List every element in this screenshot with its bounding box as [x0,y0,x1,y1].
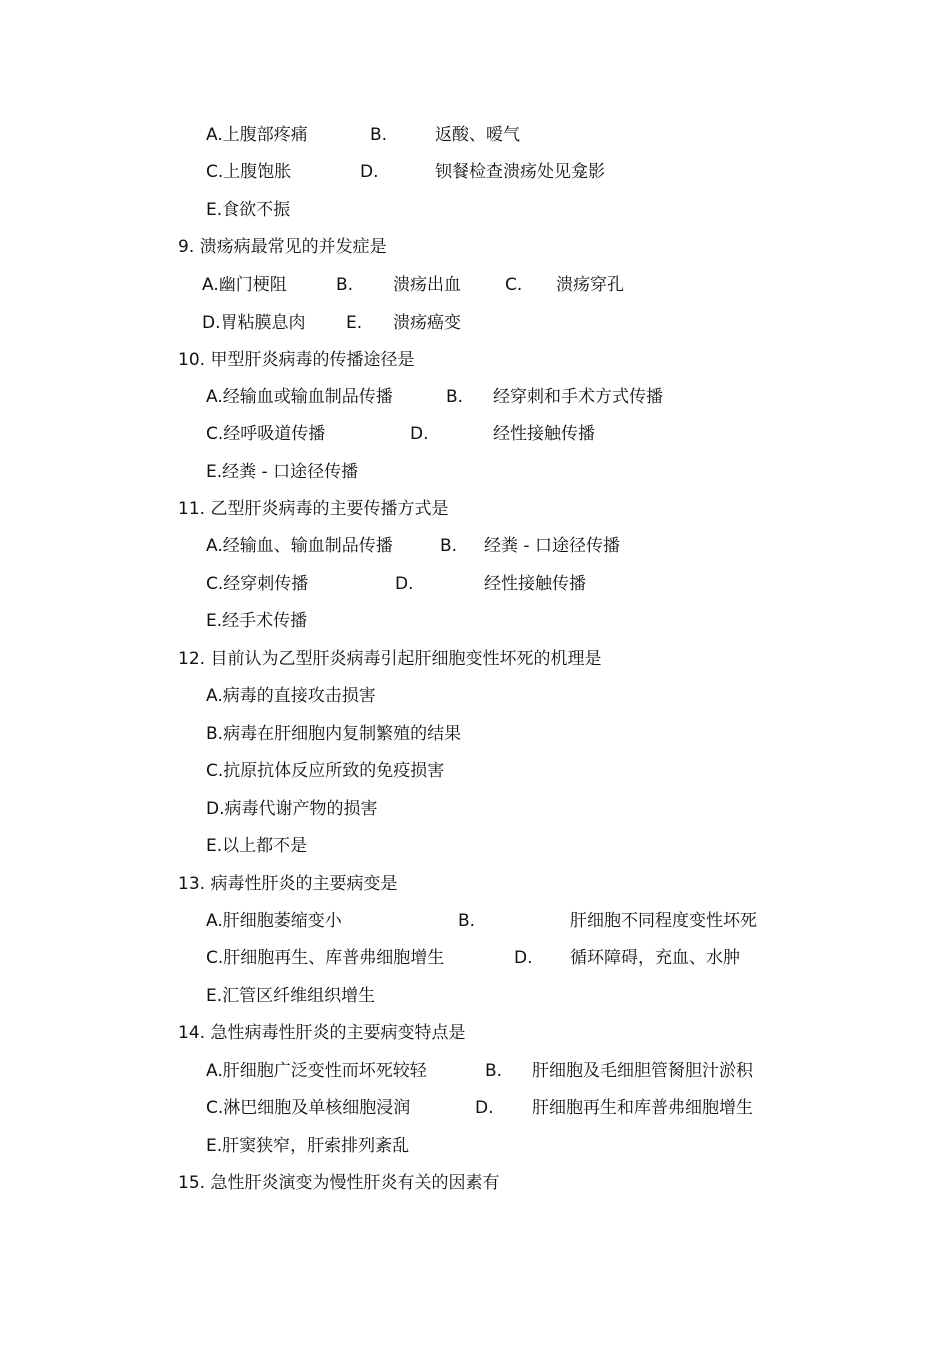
q11-c-label: C. [206,574,224,594]
q12-a-text: 病毒的直接攻击损害 [222,686,376,706]
q8-b-label: B. [370,125,388,145]
q11-a-text: 经输血、输血制品传播 [222,536,393,556]
q12-option-d [206,796,378,822]
q11-stem-text: 11. 乙型肝炎病毒的主要传播方式是 [178,499,449,519]
q8-c-label: C. [206,162,224,182]
q12-e-text: 以上都不是 [222,836,308,856]
q9-e-label: E. [346,313,363,333]
q13-b-label: B. [458,911,476,931]
q12-a-label: A. [206,686,223,706]
q10-d-label: D. [410,424,429,444]
q11-option-c [206,571,308,597]
q13-option-a [206,908,342,934]
q10-option-e [206,459,358,485]
q11-c-text: 经穿刺传播 [223,574,309,594]
q13-d-text: 循环障碍，充血、水肿 [570,948,740,968]
q14-b-label: B. [485,1061,503,1081]
q13-stem-text: 13. 病毒性肝炎的主要病变是 [178,874,398,894]
q13-a-text: 肝细胞萎缩变小 [222,911,342,931]
q11-e-text: 经手术传播 [222,611,308,631]
q12-c-label: C. [206,761,224,781]
q13-c-label: C. [206,948,224,968]
q9-option-d [202,310,306,336]
q8-a-label: A. [206,125,223,145]
q14-d-label: D. [475,1098,494,1118]
q13-e-text: 汇管区纤维组织增生 [222,986,376,1006]
q10-b-text: 经穿刺和手术方式传播 [493,387,663,407]
q9-a-label: A. [202,275,219,295]
q10-option-a [206,384,393,410]
q11-b-label: B. [440,536,458,556]
q14-option-a [206,1058,427,1084]
q14-d-text: 肝细胞再生和库普弗细胞增生 [532,1098,753,1118]
q13-e-label: E. [206,986,223,1006]
q12-option-e [206,833,307,859]
q10-e-text: 经粪 - 口途径传播 [222,462,359,482]
q11-d-label: D. [395,574,414,594]
q9-c-text: 溃疡穿孔 [556,275,624,295]
q13-c-text: 肝细胞再生、库普弗细胞增生 [223,948,445,968]
q14-b-text: 肝细胞及毛细胆管胬胆汁淤积 [532,1061,753,1081]
q8-option-a [206,122,308,148]
q8-option-c [206,159,291,185]
q12-stem-text: 12. 目前认为乙型肝炎病毒引起肝细胞变性坏死的机理是 [178,649,602,669]
q14-stem-text: 14. 急性病毒性肝炎的主要病变特点是 [178,1023,466,1043]
q13-option-c [206,945,444,971]
q9-e-text: 溃疡癌变 [393,313,461,333]
q10-stem-text: 10. 甲型肝炎病毒的传播途径是 [178,350,415,370]
q10-option-c [206,421,325,447]
q9-stem-text: 9. 溃疡病最常见的并发症是 [178,237,387,257]
q11-e-label: E. [206,611,223,631]
q12-d-label: D. [206,799,225,819]
q11-option-a [206,533,393,559]
q8-a-text: 上腹部疼痛 [222,125,308,145]
q13-option-e [206,983,375,1009]
q12-b-text: 病毒在肝细胞内复制繁殖的结果 [223,724,462,744]
q9-c-label: C. [505,275,523,295]
q13-b-text: 肝细胞不同程度变性坏死 [570,911,757,931]
q12-e-label: E. [206,836,223,856]
q12-option-b [206,721,461,747]
q13-d-label: D. [514,948,533,968]
q10-c-label: C. [206,424,224,444]
q10-d-text: 经性接触传播 [493,424,595,444]
q12-option-a [206,683,376,709]
q14-e-text: 肝窦狭窄，肝索排列紊乱 [222,1136,410,1156]
q11-a-label: A. [206,536,223,556]
q12-option-c [206,758,444,784]
q14-a-label: A. [206,1061,223,1081]
q10-a-label: A. [206,387,223,407]
q8-c-text: 上腹饱胀 [223,162,292,182]
q10-b-label: B. [446,387,464,407]
q10-c-text: 经呼吸道传播 [223,424,326,444]
q8-b-text: 返酸、嗳气 [435,125,520,145]
q14-c-label: C. [206,1098,224,1118]
q10-e-label: E. [206,462,223,482]
q9-option-a [202,272,287,298]
q12-c-text: 抗原抗体反应所致的免疫损害 [223,761,445,781]
q12-b-label: B. [206,724,224,744]
q13-a-label: A. [206,911,223,931]
q14-a-text: 肝细胞广泛变性而坏死较轻 [222,1061,427,1081]
q14-c-text: 淋巴细胞及单核细胞浸润 [223,1098,411,1118]
q12-d-text: 病毒代谢产物的损害 [224,799,378,819]
q8-e-label: E. [206,200,223,220]
q9-d-text: 胃粘膜息肉 [220,313,306,333]
q8-e-text: 食欲不振 [222,200,291,220]
q14-option-e [206,1133,409,1159]
q9-b-label: B. [336,275,354,295]
q14-e-label: E. [206,1136,223,1156]
q11-d-text: 经性接触传播 [484,574,586,594]
q15-stem-text: 15. 急性肝炎演变为慢性肝炎有关的因素有 [178,1173,500,1193]
q8-d-label: D. [360,162,379,182]
q10-a-text: 经输血或输血制品传播 [222,387,393,407]
q9-a-text: 幽门梗阻 [218,275,287,295]
q8-option-e [206,197,290,223]
q11-option-e [206,608,307,634]
q9-d-label: D. [202,313,221,333]
q8-d-text: 钡餐检查溃疡处见龛影 [435,162,605,182]
q14-option-c [206,1095,410,1121]
q9-b-text: 溃疡出血 [393,275,461,295]
q11-b-text: 经粪 - 口途径传播 [484,536,620,556]
